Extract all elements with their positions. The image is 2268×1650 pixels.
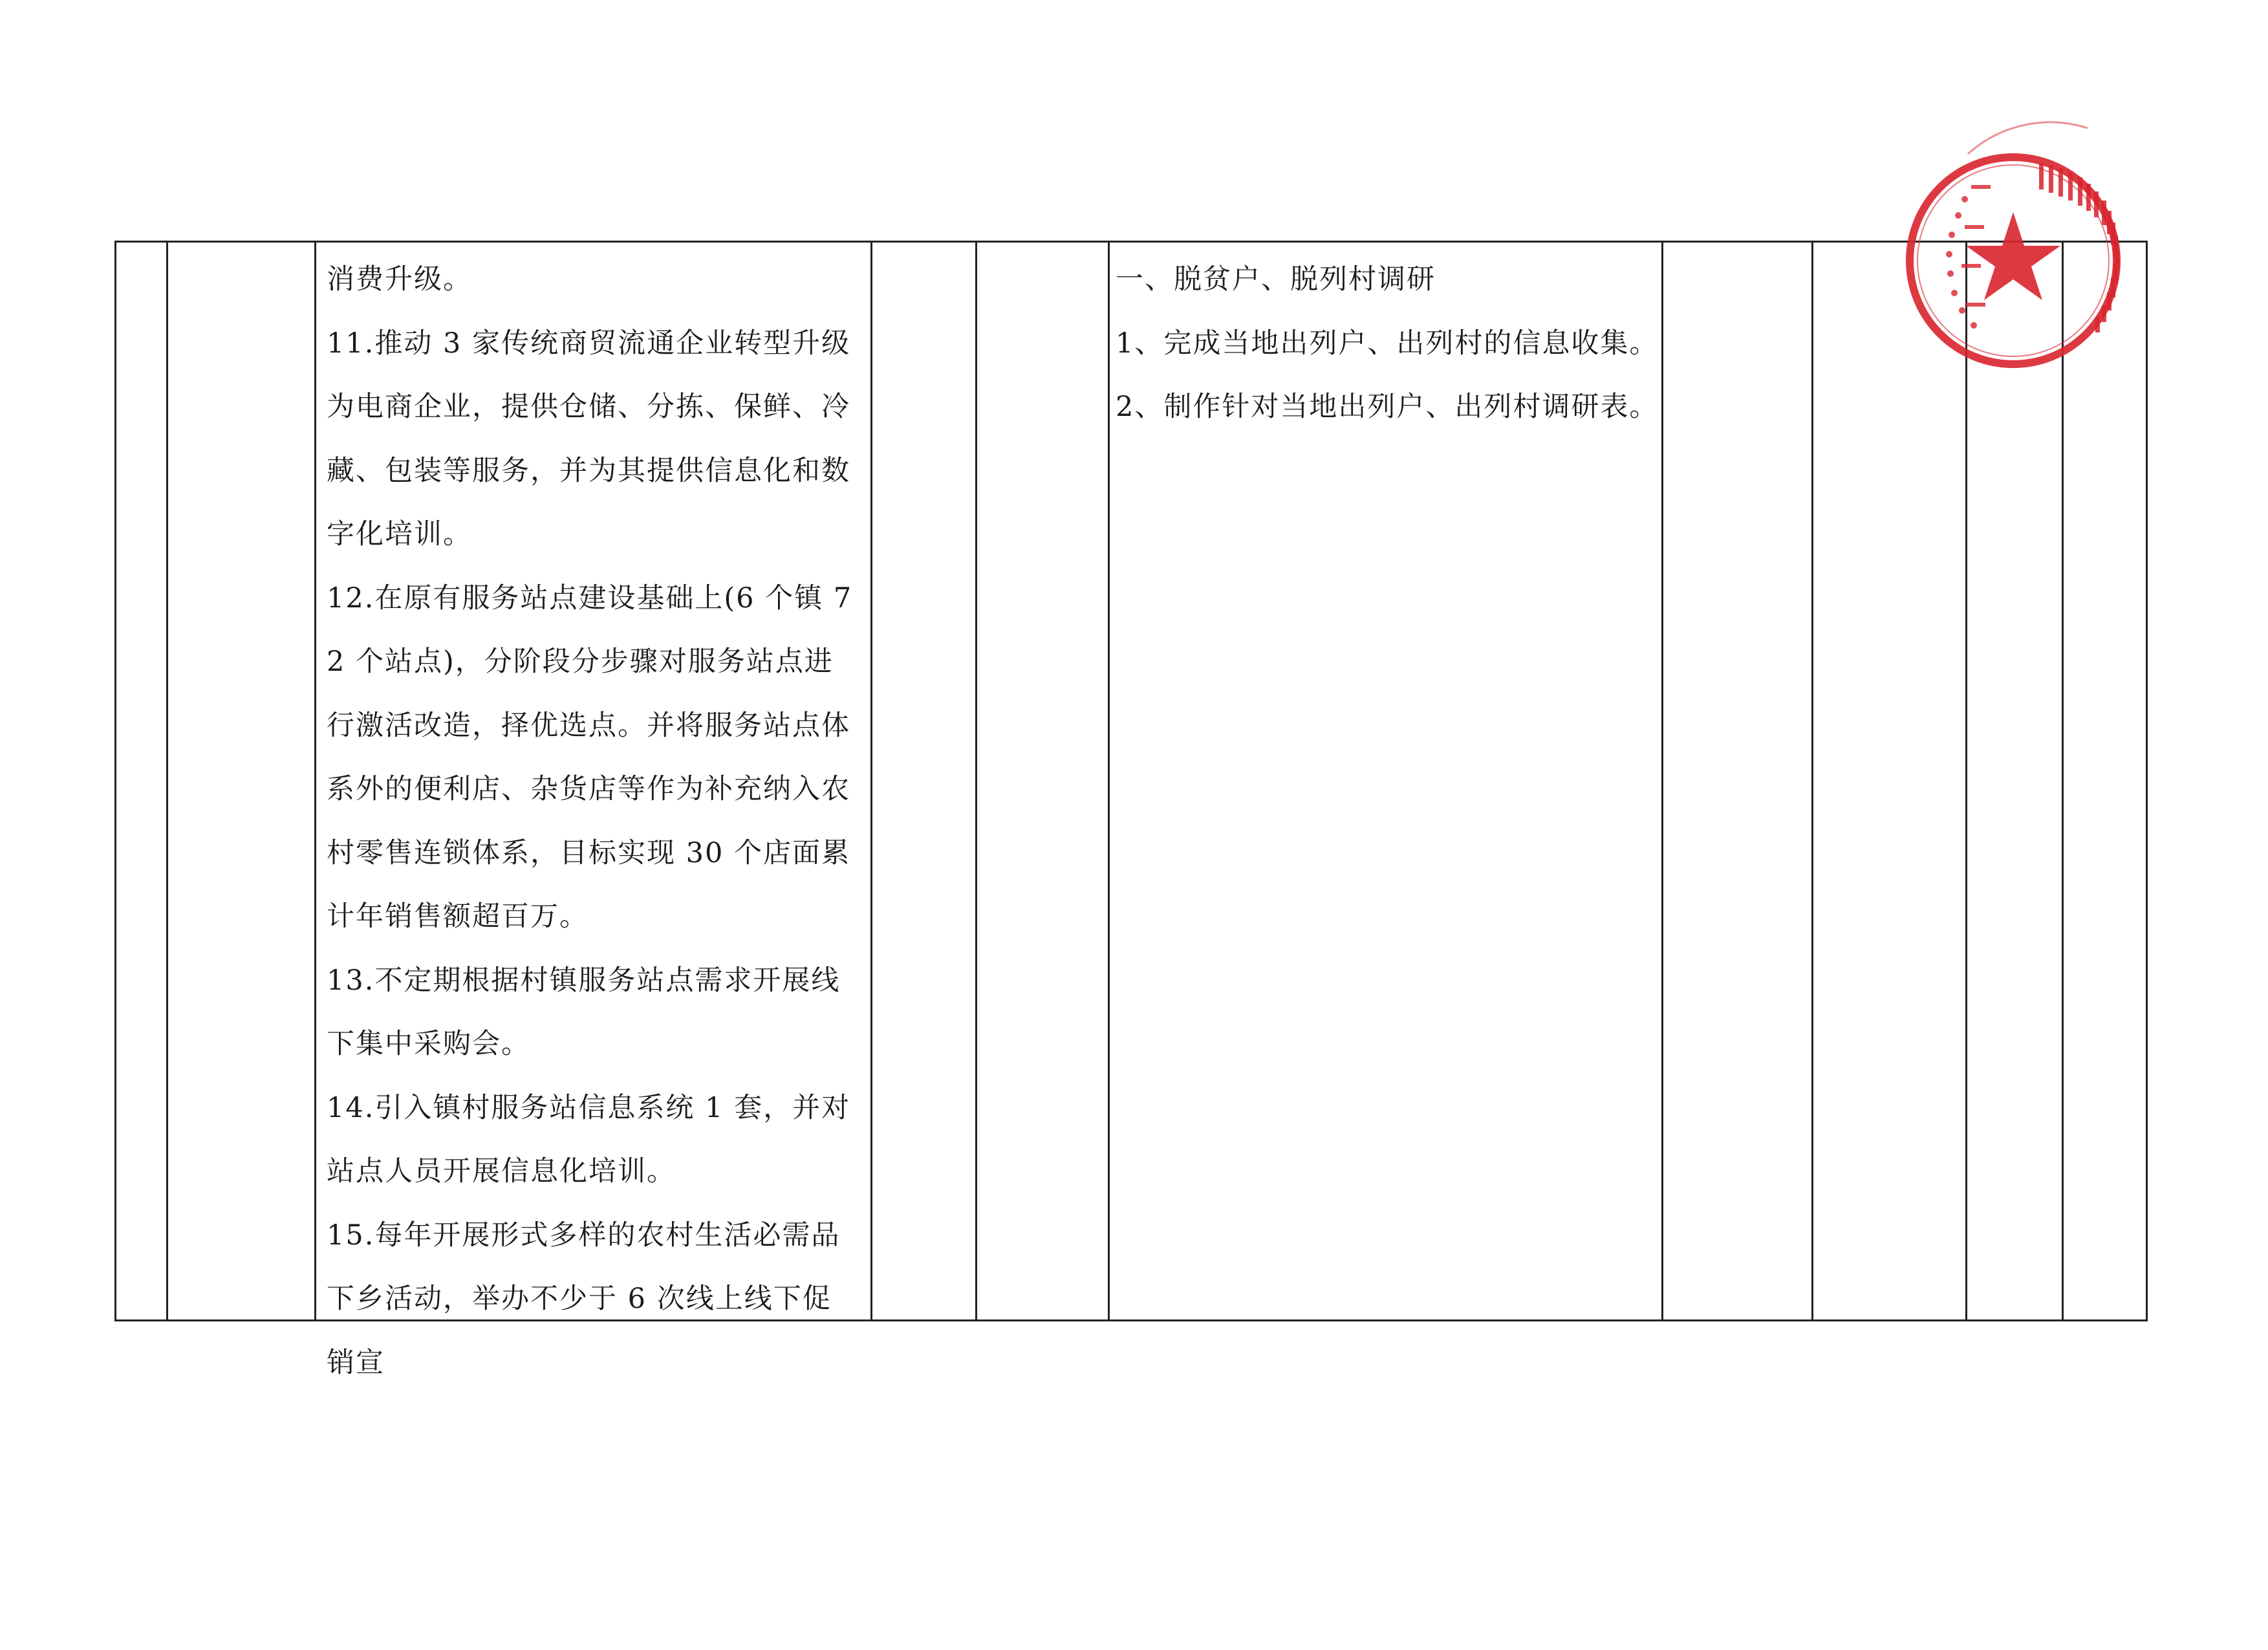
column-divider — [1108, 243, 1110, 1319]
task-paragraph: 消费升级。 — [327, 263, 472, 296]
work-plan-table — [114, 241, 2148, 1379]
official-seal — [1855, 102, 2172, 419]
task-paragraph: 11.推动 3 家传统商贸流通企业转型升级为电商企业，提供仓储、分拣、保鲜、冷藏、包装等服务，并为其提供信息化和数字化培训。 — [327, 327, 851, 550]
column-divider — [314, 243, 316, 1319]
survey-item: 1、完成当地出列户、出列村的信息收集。 — [1116, 327, 1659, 360]
survey-heading: 一、脱贫户、脱列村调研 — [1116, 263, 1436, 296]
task-content-cell — [327, 248, 856, 1395]
column-divider — [1811, 243, 1813, 1319]
task-paragraph: 15.每年开展形式多样的农村生活必需品下乡活动，举办不少于 6 次线上线下促销宣 — [327, 1219, 841, 1379]
column-divider — [975, 243, 977, 1319]
task-paragraph: 13.不定期根据村镇服务站点需求开展线下集中采购会。 — [327, 964, 841, 1060]
column-divider — [870, 243, 872, 1319]
survey-content-cell — [1116, 248, 1749, 439]
column-divider — [166, 243, 168, 1319]
task-paragraph: 12.在原有服务站点建设基础上(6 个镇 72 个站点)，分阶段分步骤对服务站点进行激活改造，择优选点。并将服务站点体系外的便利店、杂货店等作为补充纳入农村零售连锁体系，目标实现 30 个店面累计年销售额超百万。 — [327, 581, 853, 933]
survey-item: 2、制作针对当地出列户、出列村调研表。 — [1116, 391, 1659, 423]
task-paragraph: 14.引入镇村服务站信息系统 1 套，并对站点人员开展信息化培训。 — [327, 1091, 851, 1188]
